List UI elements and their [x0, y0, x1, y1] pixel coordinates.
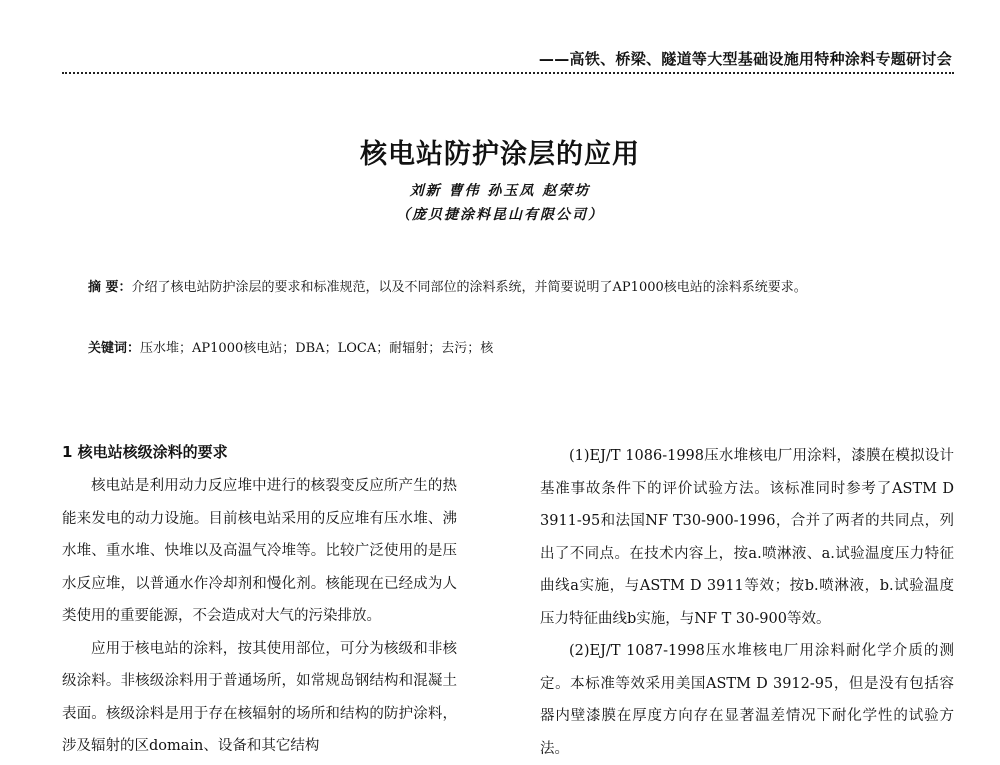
right-column: [540, 440, 954, 765]
running-header: ——高铁、桥梁、隧道等大型基础设施用特种涂料专题研讨会: [538, 50, 952, 68]
paragraph: 应用于核电站的涂料，按其使用部位，可分为核级和非核级涂料。非核级涂料用于普通场所，如常规岛钢结构和混凝土表面。核级涂料是用于存在核辐射的场所和结构的防护涂料，涉及辐射的区domain、设备和其它结构: [62, 640, 457, 754]
section-heading: 1 核电站核级涂料的要求: [62, 443, 228, 461]
paragraph: (1)EJ/T 1086-1998压水堆核电厂用涂料，漆膜在模拟设计基准事故条件下的评价试验方法。该标准同时参考了ASTM D 3911-95和法国NF T30-900-1996，合并了两者的共同点，列出了不同点。在技术内容上，按a.喷淋液、a.试验温度压力特征曲线a实施，与ASTM D 3911等效；按b.喷淋液，b.试验温度压力特征曲线b实施，与NF T 30-900等效。: [540, 448, 954, 627]
abstract-text: 介绍了核电站防护涂层的要求和标准规范，以及不同部位的涂料系统，并简要说明了AP1000核电站的涂料系统要求。: [131, 280, 807, 295]
author-affiliation: （庞贝捷涂料昆山有限公司）: [396, 207, 604, 223]
abstract: [88, 272, 948, 303]
abstract-label: 摘 要：: [88, 280, 132, 295]
paragraph: (2)EJ/T 1087-1998压水堆核电厂用涂料耐化学介质的测定。本标准等效采用美国ASTM D 3912-95，但是没有包括容器内壁漆膜在厚度方向存在显著温差情况下耐化学性的试验方法。: [540, 643, 954, 757]
paragraph: 核电站是利用动力反应堆中进行的核裂变反应所产生的热能来发电的动力设施。目前核电站采用的反应堆有压水堆、沸水堆、重水堆、快堆以及高温气冷堆等。比较广泛使用的是压水反应堆，以普通水作冷却剂和慢化剂。核能现在已经成为人类使用的重要能源，不会造成对大气的污染排放。: [62, 478, 457, 624]
keywords: [88, 337, 948, 361]
paper-title: 核电站防护涂层的应用: [360, 139, 640, 170]
left-column: [62, 440, 457, 763]
author-list: 刘新 曹伟 孙玉凤 赵荣坊: [409, 183, 591, 199]
keywords-text: 压水堆；AP1000核电站；DBA；LOCA；耐辐射；去污；核: [140, 341, 494, 356]
keywords-label: 关键词：: [88, 341, 141, 356]
header-divider: [62, 72, 954, 74]
